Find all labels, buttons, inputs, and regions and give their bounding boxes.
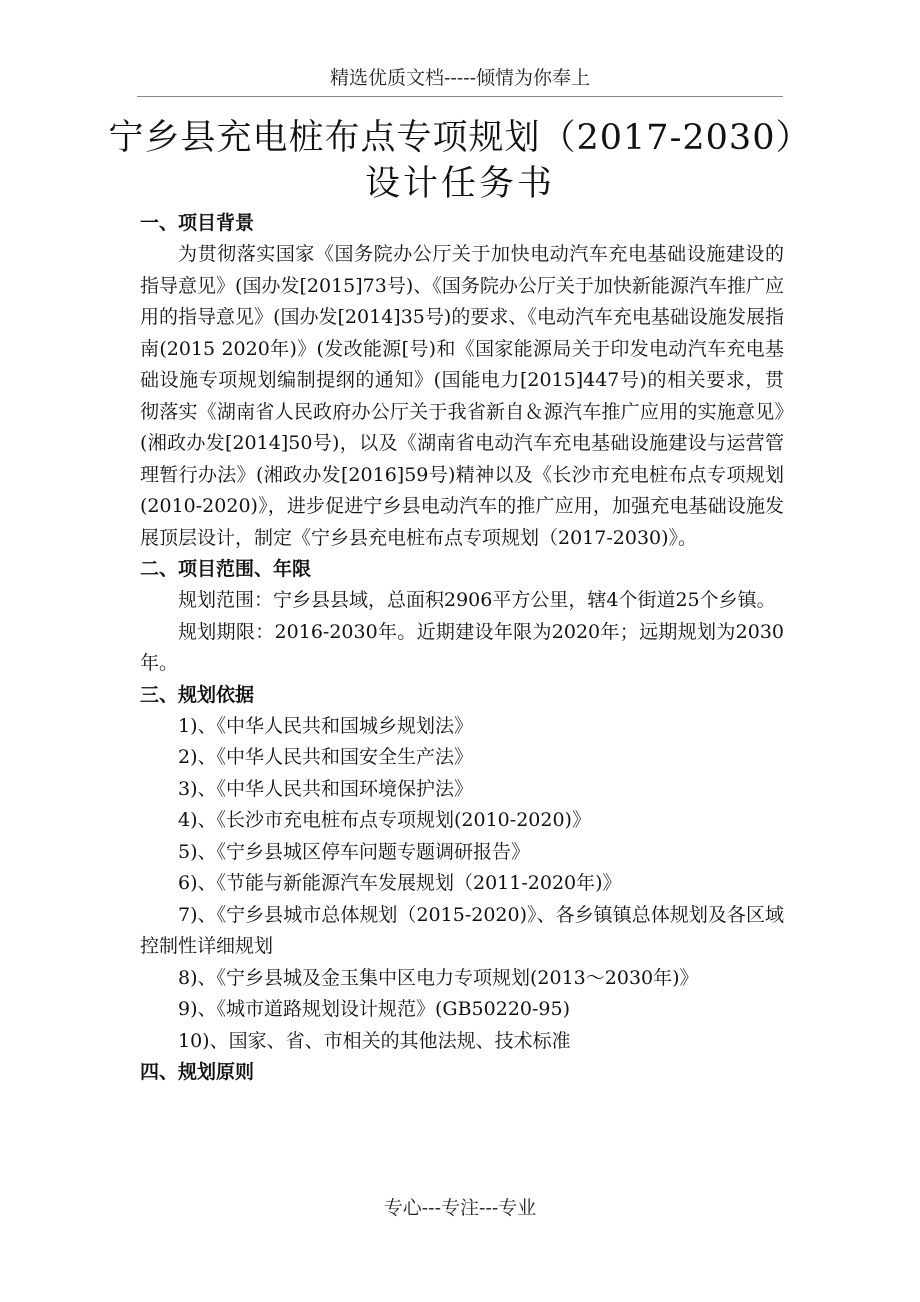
document-title: 宁乡县充电桩布点专项规划（2017-2030） xyxy=(108,118,812,158)
document-body xyxy=(140,208,784,1088)
page-footer: 专心---专注---专业 xyxy=(383,1197,537,1219)
section-heading-basis: 三、规划依据 xyxy=(140,683,255,706)
section-heading-background: 一、项目背景 xyxy=(140,212,255,234)
basis-item: 1)、《中华人民共和国城乡规划法》 xyxy=(178,714,474,737)
basis-item: 6)、《节能与新能源汽车发展规划（2011-2020年)》 xyxy=(178,872,622,894)
section-heading-scope: 二、项目范围、年限 xyxy=(140,558,312,580)
header-divider xyxy=(137,96,783,97)
basis-item: 3)、《中华人民共和国环境保护法》 xyxy=(178,777,474,800)
section-heading-principles: 四、规划原则 xyxy=(140,1061,255,1083)
basis-item: 10)、国家、省、市相关的其他法规、技术标准 xyxy=(178,1029,571,1052)
basis-item: 4)、《长沙市充电桩布点专项规划(2010-2020)》 xyxy=(178,809,591,831)
basis-item: 9)、《城市道路规划设计规范》(GB50220-95) xyxy=(178,998,571,1020)
basis-item: 5)、《宁乡县城区停车问题专题调研报告》 xyxy=(178,840,531,863)
basis-item: 7)、《宁乡县城市总体规划（2015-2020)》、各乡镇镇总体规划及各区域控制性详细规划 xyxy=(140,903,784,957)
page-header: 精选优质文档-----倾情为你奉上 xyxy=(329,67,591,89)
background-paragraph: 为贯彻落实国家《国务院办公厅关于加快电动汽车充电基础设施建设的指导意见》(国办发[2015]73号)、《国务院办公厅关于加快新能源汽车推广应用的指导意见》(国办发[2014]35号)的要求、《电动汽车充电基础设施发展指南(2015 2020年)》(发改能源[号)和《国家能源局关于印发电动汽车充电基础设施专项规划编制提纲的通知》(国能电力[2015]447号)的相关要求，贯彻落实《湖南省人民政府办公厅关于我省新自＆源汽车推广应用的实施意见》(湘政办发[2014]50号)，以及《湖南省电动汽车充电基础设施建设与运营管理暂行办法》(湘政办发[2016]59号)精神以及《长沙市充电桩布点专项规划(2010-2020)》，进步促进宁乡县电动汽车的推广应用，加强充电基础设施发展顶层设计，制定《宁乡县充电桩布点专项规划（2017-2030)》。 xyxy=(140,243,784,549)
document-subtitle: 设计任务书 xyxy=(364,164,555,204)
basis-item: 8)、《宁乡县城及金玉集中区电力专项规划(2013～2030年)》 xyxy=(178,966,699,989)
scope-period-paragraph: 规划期限：2016-2030年。近期建设年限为2020年；远期规划为2030年。 xyxy=(140,620,784,674)
basis-item: 2)、《中华人民共和国安全生产法》 xyxy=(178,746,474,768)
scope-range-paragraph: 规划范围：宁乡县县域，总面积2906平方公里，辖4个街道25个乡镇。 xyxy=(178,589,776,611)
